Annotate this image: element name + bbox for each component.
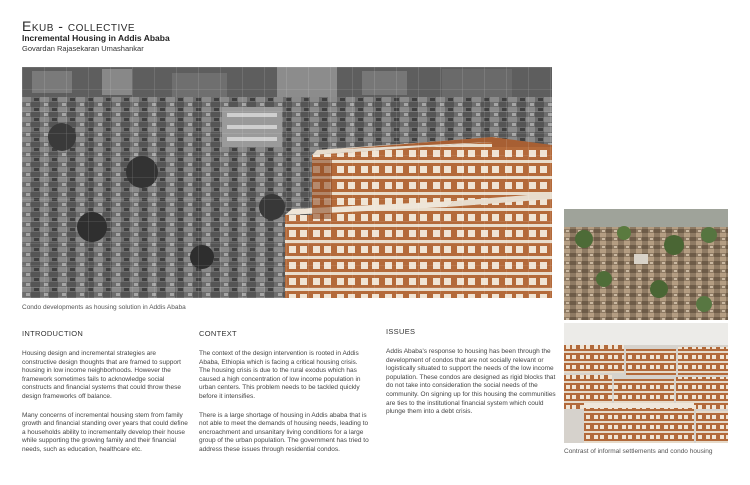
context-section — [199, 329, 369, 465]
title-rest: kub - collective — [31, 18, 136, 34]
hero-caption: Condo developments as housing solution in Addis Ababa — [22, 304, 186, 311]
condo-housing-image — [564, 323, 728, 443]
hero-image — [22, 67, 552, 298]
hero-photo-illustration — [22, 67, 552, 298]
issues-section — [386, 327, 556, 427]
introduction-section — [22, 329, 192, 465]
condo-housing-illustration — [564, 323, 728, 443]
context-heading: CONTEXT — [199, 329, 237, 338]
context-paragraph-2: There is a large shortage of housing in Addis ababa that is not able to meet the demands of housing needs, leading to encroachment and unsanitary living conditions for a large group of the urban population. The government has tried to address these issues through residential condos. — [199, 411, 369, 453]
project-title — [22, 18, 135, 34]
title-initial: E — [22, 18, 32, 34]
context-paragraph-1: The context of the design intervention is rooted in Addis Ababa, Ethiopia which is facing a critical housing crisis. The housing crisis is due to the rural exodus which has caused a high concentration of low income population in urban centers. This problem needs to be tackled quickly before it intensifies. — [199, 350, 361, 400]
informal-settlement-illustration — [564, 209, 728, 320]
introduction-paragraph-2: Many concerns of incremental housing stem from family growth and financial standing over years that could define a households ability to incrementally develop their house while supporting the growing family and their financial needs, such as education, healthcare etc. — [22, 411, 188, 453]
introduction-paragraph-1: Housing design and incremental strategies are constructive design thoughts that are framed to support housing in low income neighborhoods. However the framework sometimes fails to acknowledge social constructs and financial systems that could throw these design frameworks off balance. — [22, 350, 181, 400]
informal-settlement-image — [564, 209, 728, 320]
project-subtitle: Incremental Housing in Addis Ababa — [22, 33, 170, 43]
author-name: Govardan Rajasekaran Umashankar — [22, 44, 144, 53]
introduction-heading: INTRODUCTION — [22, 329, 84, 338]
issues-heading: ISSUES — [386, 327, 416, 336]
issues-paragraph-1: Addis Ababa's response to housing has been through the development of condos that are not socially relevant or logistically situated to support the needs of the low income population. These condos are designed as rigid blocks that do not take into consideration the social needs of the community. On signing up for this housing the communities are ties to the institutional financial system which could plunge them into a debt crisis. — [386, 348, 556, 416]
side-caption: Contrast of informal settlements and condo housing — [564, 448, 713, 455]
